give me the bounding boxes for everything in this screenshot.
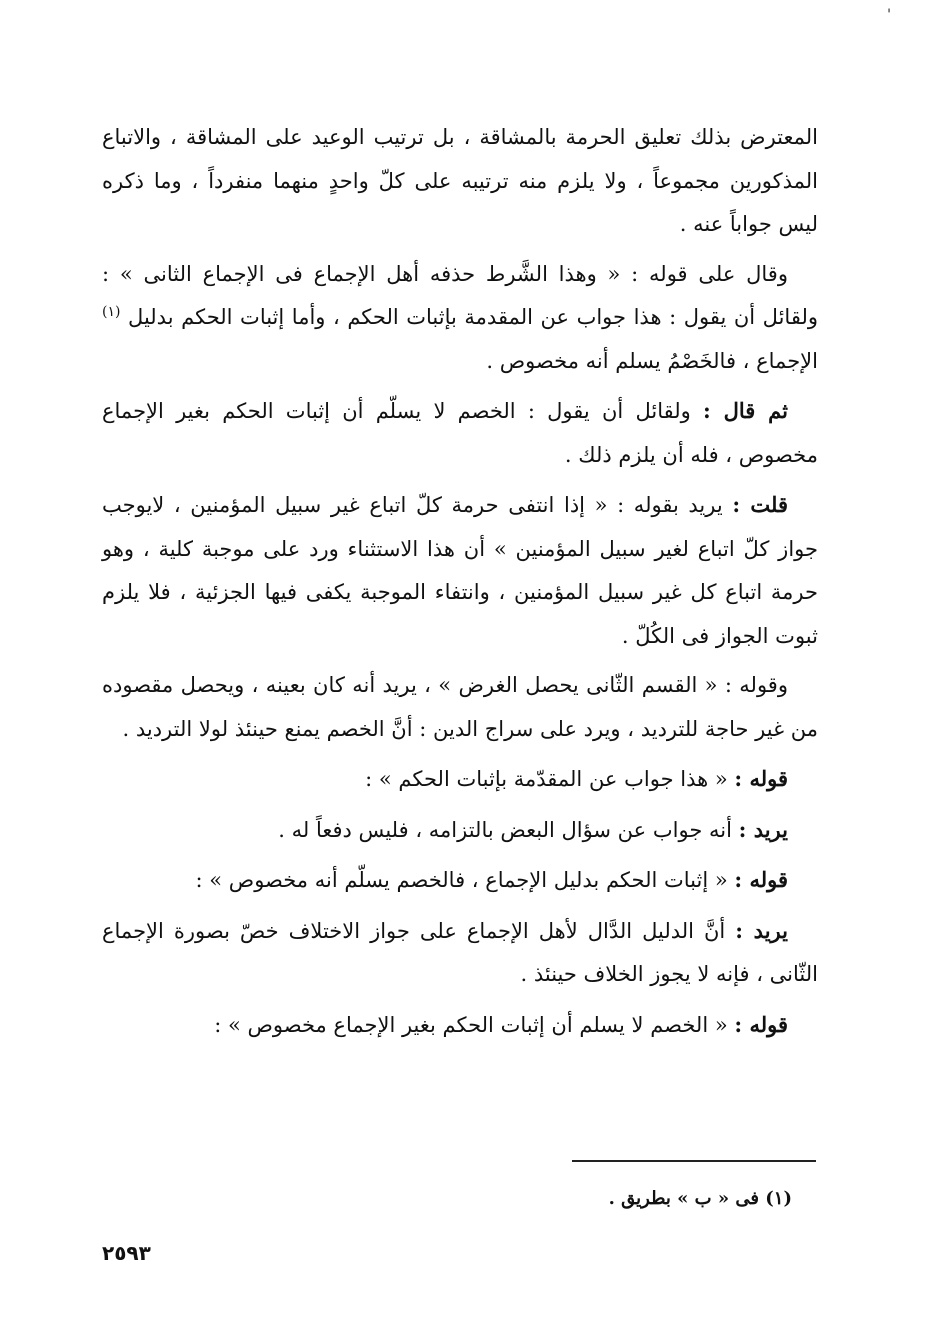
page-number: ٢٥٩٣: [102, 1241, 151, 1265]
paragraph-text: « إثبات الحكم بدليل الإجماع ، فالخصم يسلّم أنه مخصوص » :: [195, 868, 728, 892]
paragraph-text: وقوله : « القسم الثّانى يحصل الغرض » ، يريد أنه كان بعينه ، ويحصل مقصوده من غير حاجة للترديد ، ويرد على سراج الدين : أنَّ الخصم يمنع حينئذ لولا الترديد .: [102, 673, 818, 741]
paragraph-lead: يريد :: [735, 917, 788, 943]
paragraph-1: [102, 116, 818, 247]
paragraph-2: [102, 253, 818, 384]
paragraph-lead: قوله :: [734, 1011, 788, 1037]
paragraph-10: [102, 1003, 818, 1048]
paragraph-7: [102, 808, 818, 853]
paragraph-6: [102, 757, 818, 802]
paragraph-text: المعترض بذلك تعليق الحرمة بالمشاقة ، بل ترتيب الوعيد على المشاقة ، والاتباع المذكورين مجموعاً ، ولا يلزم منه ترتيبه على كلّ واحدٍ منهما منفرداً ، وما ذكره ليس جواباً عنه .: [102, 125, 818, 236]
paragraph-lead: قلت :: [732, 492, 788, 517]
paragraph-5: [102, 664, 818, 751]
footnote-divider: [572, 1160, 816, 1162]
paragraph-lead: قوله :: [734, 867, 788, 892]
body-text: [102, 116, 818, 1053]
paragraph-text-continued: الإجماع ، فالخَصْمُ يسلم أنه مخصوص .: [486, 348, 818, 373]
paragraph-8: [102, 858, 818, 903]
paragraph-lead: يريد :: [738, 816, 788, 842]
paragraph-lead: ثم قال :: [703, 398, 788, 423]
paragraph-text: « هذا جواب عن المقدّمة بإثبات الحكم » :: [365, 767, 728, 791]
paragraph-text: وقال على قوله : « وهذا الشَّرط حذفه أهل الإجماع فى الإجماع الثانى » : ولقائل أن يقول : هذا جواب عن المقدمة بإثبات الحكم ، وأما إثبات الحكم بدليل: [102, 261, 818, 329]
footnote: (١) فى « ب » بطريق .: [608, 1188, 792, 1209]
paragraph-text: يريد بقوله : « إذا انتفى حرمة كلّ اتباع غير سبيل المؤمنين ، لايوجب جواز كلّ اتباع لغير سبيل المؤمنين » أن هذا الاستثناء ورد على موجبة كلية ، وهو حرمة اتباع كل غير سبيل المؤمنين ، وانتفاء الموجبة يكفى فيها الجزئية ، فلا يلزم ثبوت الجواز فى الكُلّ .: [102, 493, 818, 648]
corner-mark: ': [887, 7, 891, 23]
paragraph-text: أنه جواب عن سؤال البعض بالتزامه ، فليس دفعاً له .: [278, 817, 732, 842]
paragraph-text: ولقائل أن يقول : الخصم لا يسلّم أن إثبات الحكم بغير الإجماع مخصوص ، فله أن يلزم ذلك .: [102, 399, 818, 467]
paragraph-3: [102, 389, 818, 477]
paragraph-9: [102, 909, 818, 997]
paragraph-text: « الخصم لا يسلم أن إثبات الحكم بغير الإجماع مخصوص » :: [214, 1012, 728, 1037]
footnote-marker: (١): [102, 304, 121, 320]
paragraph-4: [102, 483, 818, 658]
paragraph-text: أنَّ الدليل الدَّال لأهل الإجماع على جواز الاختلاف خصّ بصورة الإجماع الثّانى ، فإنه لا يجوز الخلاف حينئذ .: [102, 918, 818, 986]
paragraph-lead: قوله :: [734, 766, 788, 791]
